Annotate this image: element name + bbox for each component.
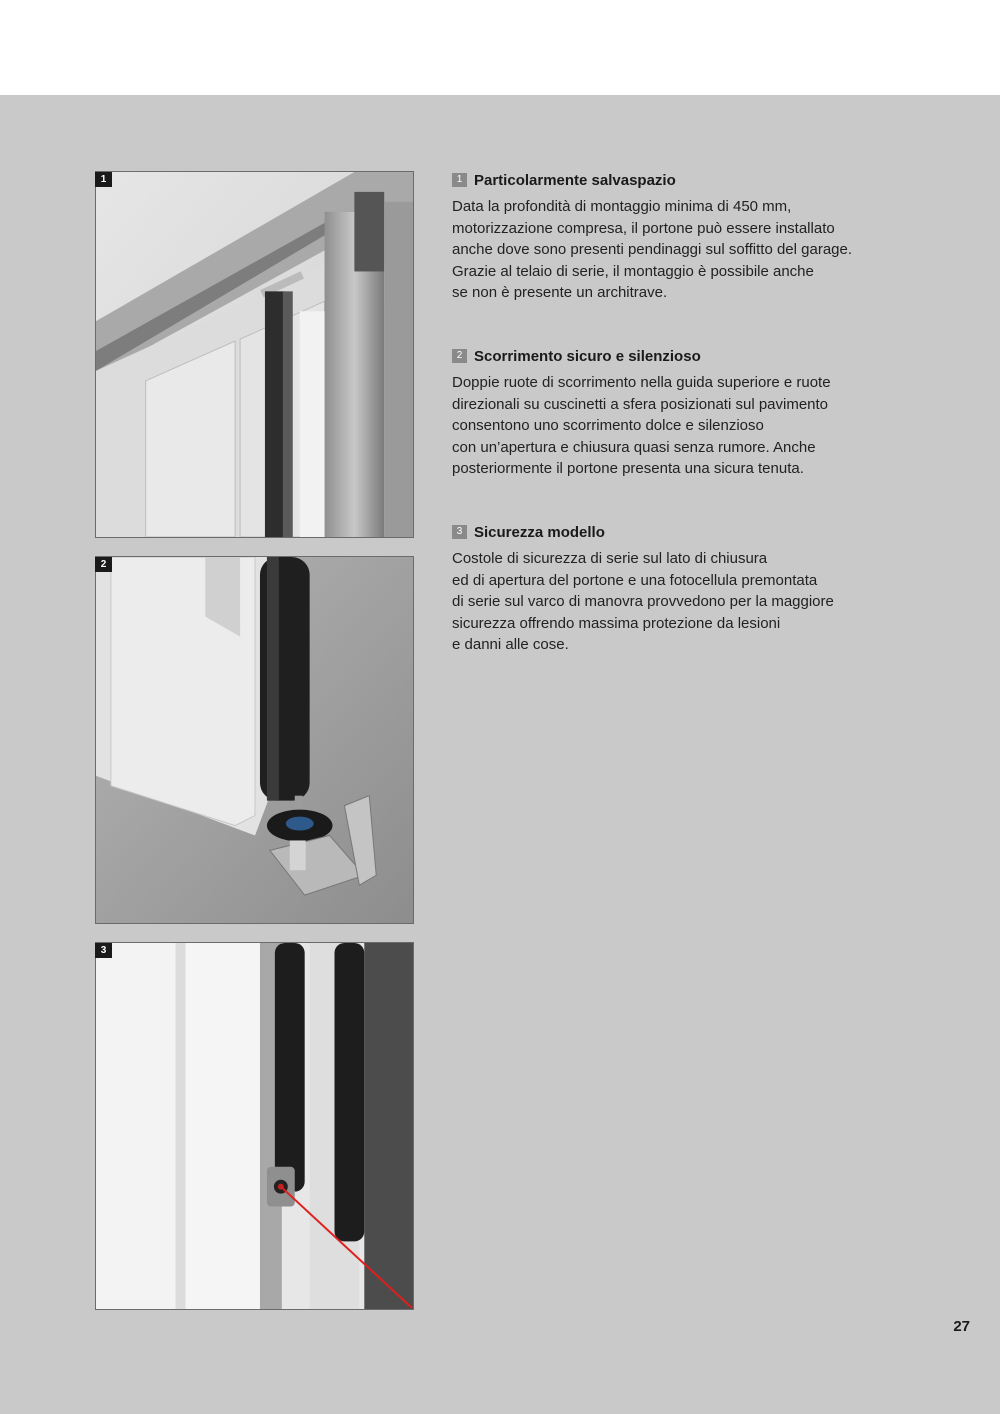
figure-3-photo: [95, 942, 414, 1310]
page-number: 27: [953, 1318, 970, 1335]
section-2-header: [452, 346, 922, 366]
section-3-line: Costole di sicurezza di serie sul lato di chiusura: [452, 550, 768, 567]
section-2-line: direzionali su cuscinetti a sfera posizionati sul pavimento: [452, 395, 829, 413]
section-2-line: con un’apertura e chiusura quasi senza rumore. Anche: [452, 438, 816, 456]
section-1: [452, 170, 922, 304]
section-3-line: e danni alle cose.: [452, 636, 569, 653]
section-3-line: di serie sul varco di manovra provvedono per la maggiore: [452, 593, 834, 610]
section-3-title: Sicurezza modello: [474, 523, 605, 541]
section-1-line: motorizzazione compresa, il portone può essere installato: [452, 219, 835, 237]
section-1-line: anche dove sono presenti pendinaggi sul soffitto del garage.: [452, 241, 853, 258]
section-1-header: [452, 170, 922, 190]
section-3-line: sicurezza offrendo massima protezione da lesioni: [452, 614, 781, 632]
figure-3-badge: 3: [95, 943, 112, 958]
section-3-line: ed di apertura del portone e una fotocellula premontata: [452, 571, 818, 589]
section-2-body: [452, 372, 922, 480]
section-2-title: Scorrimento sicuro e silenzioso: [474, 347, 701, 365]
figure-2-badge: 2: [95, 557, 112, 572]
figure-1-photo: [95, 171, 414, 538]
section-1-line: se non è presente un architrave.: [452, 284, 668, 301]
section-3-header: [452, 522, 922, 542]
figure-1-badge: 1: [95, 172, 112, 187]
section-1-number: 1: [452, 173, 467, 187]
section-3: [452, 522, 922, 656]
section-2-line: posteriormente il portone presenta una sicura tenuta.: [452, 460, 804, 477]
section-1-line: Grazie al telaio di serie, il montaggio è possibile anche: [452, 262, 814, 280]
section-2: [452, 346, 922, 480]
section-2-number: 2: [452, 349, 467, 363]
figure-2-photo: [95, 556, 414, 924]
section-3-body: [452, 548, 922, 656]
section-1-line: Data la profondità di montaggio minima di 450 mm,: [452, 198, 792, 215]
section-2-line: Doppie ruote di scorrimento nella guida superiore e ruote: [452, 374, 831, 391]
section-3-number: 3: [452, 525, 467, 539]
section-2-line: consentono uno scorrimento dolce e silenzioso: [452, 417, 764, 434]
section-1-body: [452, 196, 922, 304]
section-1-title: Particolarmente salvaspazio: [474, 171, 676, 189]
